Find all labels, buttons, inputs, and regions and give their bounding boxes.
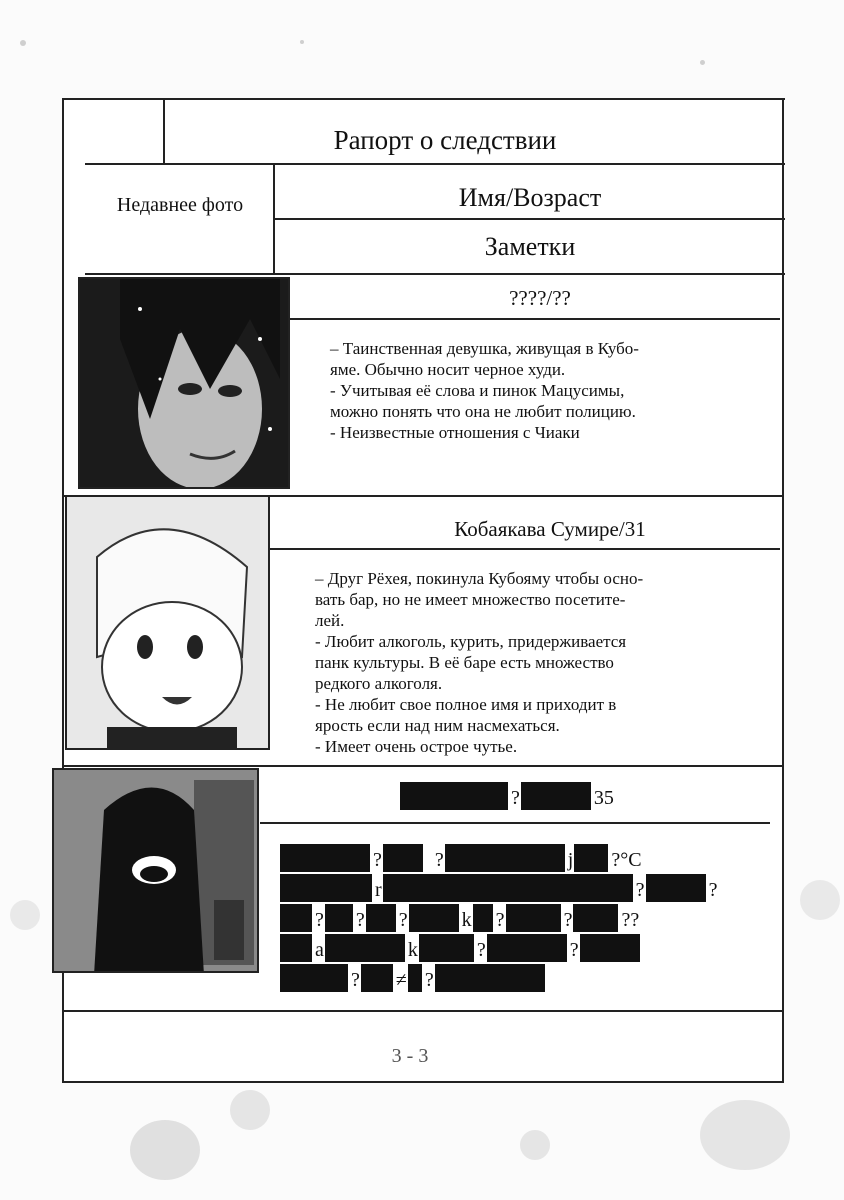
photo-column-label: Недавнее фото <box>116 194 244 216</box>
girl-portrait-icon <box>80 279 290 489</box>
entry-2-name: Кобаякава Сумире/31 <box>454 517 646 541</box>
entry-1-notes: – Таинственная девушка, живущая в Кубо- яме. Обычно носит черное худи. - Учитывая её слова и пинок Мацусимы, можно понять что она не любит полицию. - Неизвестные отношения с Чиаки <box>330 339 639 442</box>
name-age-header: Имя/Возраст <box>458 183 602 212</box>
notes-header: Заметки <box>484 232 576 261</box>
photo-entry-3 <box>52 768 259 973</box>
page-number: 3 - 3 <box>391 1045 429 1067</box>
dark-hair-figure-portrait-icon <box>54 770 259 973</box>
photo-entry-1 <box>78 277 290 489</box>
report-title: Рапорт о следствии <box>333 125 557 155</box>
entry-3-age: 35 <box>593 787 614 809</box>
photo-entry-2 <box>65 495 270 750</box>
entry-3-name-redacted: ? 35 <box>400 780 615 810</box>
entry-1-name: ????/?? <box>509 286 571 310</box>
entry-2-notes: – Друг Рёхея, покинула Кубояму чтобы осно- вать бар, но не имеет множество посетите- лей. - Любит алкоголь, курить, придерживается панк культуры. В её баре есть множество редкого алкоголя. - Не любит свое полное имя и приходит в ярость если над ним насмехаться. - Имеет очень острое чутье. <box>315 569 644 756</box>
short-hair-woman-portrait-icon <box>67 497 270 750</box>
